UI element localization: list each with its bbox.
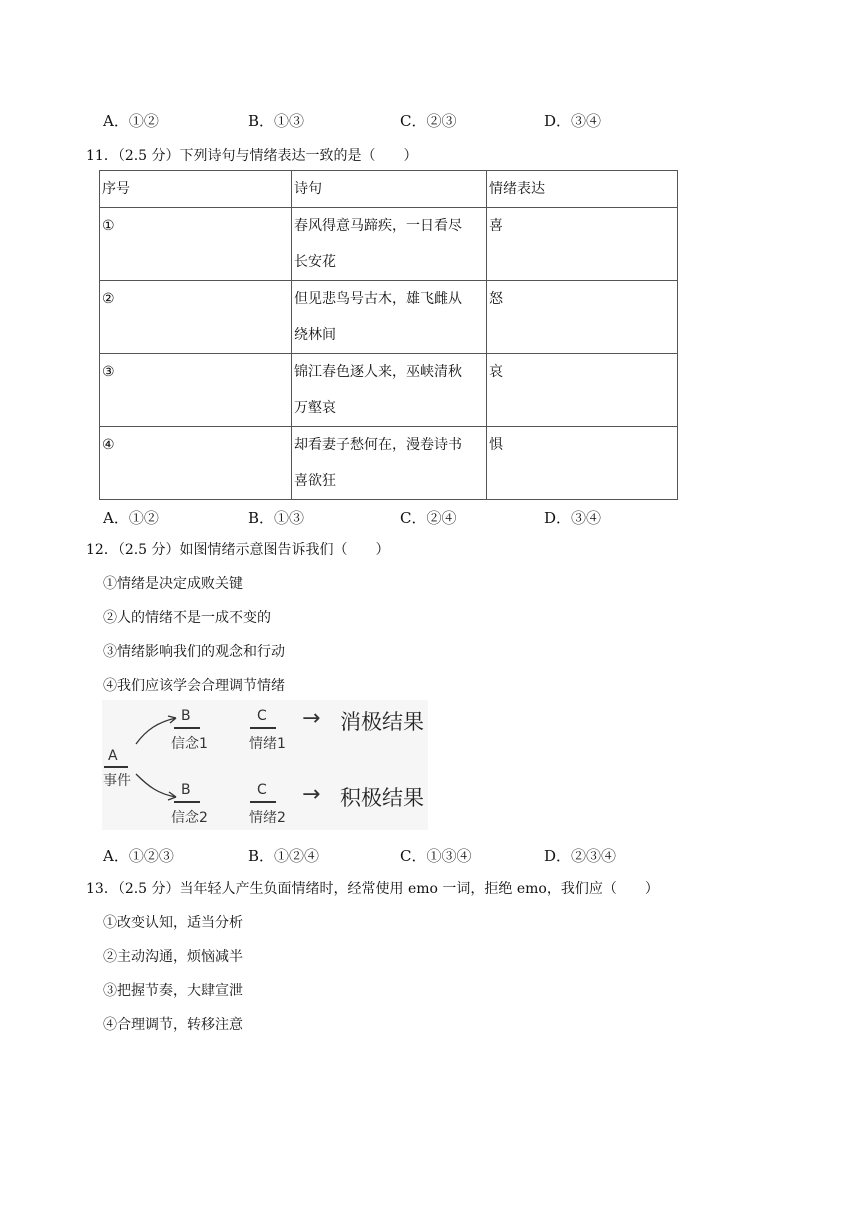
belief-underline-1: [174, 727, 200, 729]
emotion-letter-1: C: [257, 708, 267, 724]
table-row: [100, 208, 678, 281]
statement-4: ④我们应该学会合理调节情绪: [103, 678, 285, 694]
row-emotion: 哀: [487, 354, 678, 427]
row-poem: [292, 354, 487, 427]
belief-underline-2: [174, 801, 200, 803]
poem-line-1: 但见悲鸟号古木，雄飞雌从: [294, 291, 462, 307]
arrow-right-icon: →: [302, 706, 321, 731]
table-header-row: [100, 171, 678, 208]
option-d: D．③④: [544, 112, 602, 130]
row-poem: [292, 208, 487, 281]
emotion-letter-2: C: [257, 782, 267, 798]
question-11-stem: 11．（2.5 分）下列诗句与情绪表达一致的是（ ）: [86, 148, 418, 164]
row-poem: [292, 427, 487, 500]
option-d: D．③④: [544, 509, 602, 527]
header-poem: 诗句: [292, 171, 487, 208]
header-number: 序号: [100, 171, 292, 208]
poem-line-1: 春风得意马蹄疾，一日看尽: [294, 218, 462, 234]
option-b: B．①③: [248, 509, 305, 527]
question-13-stem: 13．（2.5 分）当年轻人产生负面情绪时，经常使用 emo 一词，拒绝 emo，我们应（ ）: [86, 881, 659, 897]
option-b: B．①②④: [248, 847, 320, 865]
poem-line-2: 万壑哀: [294, 400, 336, 416]
poem-emotion-table: [99, 170, 678, 500]
statement-2: ②主动沟通，烦恼减半: [103, 949, 243, 965]
table-row: [100, 354, 678, 427]
poem-line-1: 却看妻子愁何在，漫卷诗书: [294, 437, 462, 453]
emotion-2: 情绪2: [249, 810, 286, 826]
option-a: A．①②: [103, 509, 159, 527]
arrow-right-icon: →: [302, 782, 321, 807]
question-12-stem: 12．（2.5 分）如图情绪示意图告诉我们（ ）: [86, 542, 390, 558]
row-number: ②: [100, 281, 292, 354]
statement-4: ④合理调节，转移注意: [103, 1017, 243, 1033]
header-emotion: 情绪表达: [487, 171, 678, 208]
result-positive: 积极结果: [340, 786, 424, 810]
option-b: B．①③: [248, 112, 305, 130]
emotion-underline-1: [250, 727, 276, 729]
poem-line-2: 长安花: [294, 254, 336, 270]
option-a: A．①②③: [103, 847, 174, 865]
q10-options: [103, 110, 743, 130]
row-poem: [292, 281, 487, 354]
poem-line-1: 锦江春色逐人来，巫峡清秋: [294, 364, 462, 380]
option-a: A．①②: [103, 112, 159, 130]
q12-options: [103, 845, 743, 865]
poem-line-2: 喜欲狂: [294, 473, 336, 489]
event-letter: A: [108, 748, 118, 764]
row-emotion: 喜: [487, 208, 678, 281]
statement-3: ③情绪影响我们的观念和行动: [103, 644, 285, 660]
option-c: C．②④: [400, 509, 457, 527]
belief-2: 信念2: [171, 810, 208, 826]
event-label: 事件: [103, 773, 131, 789]
emotion-underline-2: [250, 801, 276, 803]
row-number: ③: [100, 354, 292, 427]
table-row: [100, 427, 678, 500]
option-c: C．②③: [400, 112, 457, 130]
row-emotion: 惧: [487, 427, 678, 500]
emotion-1: 情绪1: [249, 736, 286, 752]
belief-1: 信念1: [171, 736, 208, 752]
row-number: ①: [100, 208, 292, 281]
statement-3: ③把握节奏，大肆宣泄: [103, 983, 243, 999]
statement-1: ①情绪是决定成败关键: [103, 576, 243, 592]
result-negative: 消极结果: [340, 710, 424, 734]
option-d: D．②③④: [544, 847, 617, 865]
poem-line-2: 绕林间: [294, 327, 336, 343]
option-c: C．①③④: [400, 847, 472, 865]
emotion-abc-diagram: [102, 700, 428, 830]
belief-letter-1: B: [181, 708, 191, 724]
statement-1: ①改变认知，适当分析: [103, 915, 243, 931]
q11-options: [103, 507, 743, 527]
belief-letter-2: B: [181, 782, 191, 798]
statement-2: ②人的情绪不是一成不变的: [103, 610, 271, 626]
row-emotion: 怒: [487, 281, 678, 354]
table-row: [100, 281, 678, 354]
row-number: ④: [100, 427, 292, 500]
